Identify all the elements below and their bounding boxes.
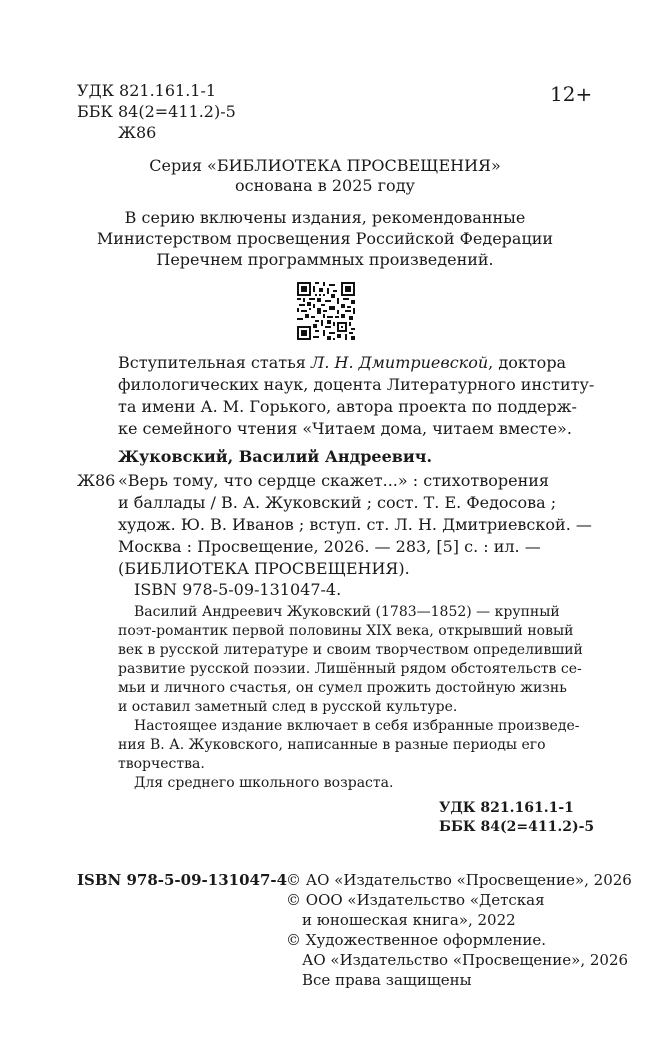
- annotation-p1-line-4: развитие русской поэзии. Лишённый рядом обстоятельств се-: [118, 661, 582, 677]
- udk-classification: УДК 821.161.1-1: [439, 800, 574, 816]
- series-line-1: Серия «БИБЛИОТЕКА ПРОСВЕЩЕНИЯ»: [149, 156, 501, 175]
- annotation-p1-line-1: Василий Андреевич Жуковский (1783—1852) — крупный: [134, 604, 560, 620]
- bbk-classification: ББК 84(2=411.2)-5: [439, 819, 595, 835]
- annotation-p1-line-6: и оставил заметный след в русской культуре.: [118, 699, 458, 715]
- age-rating: 12+: [550, 82, 593, 106]
- copyright-3-line-2: АО «Издательство «Просвещение», 2026: [302, 951, 629, 969]
- intro-line-1-end: , доктора: [488, 353, 567, 372]
- recommendation-line-3: Перечнем программных произведений.: [156, 250, 494, 269]
- annotation-p2-line-2: ния В. А. Жуковского, написанные в разные периоды его: [118, 737, 546, 753]
- bib-isbn: ISBN 978-5-09-131047-4.: [134, 580, 342, 599]
- annotation-p1-line-3: век в русской литературе и своим творчеством определивший: [118, 642, 583, 658]
- annotation-p3: Для среднего школьного возраста.: [134, 775, 394, 791]
- series-line-2: основана в 2025 году: [235, 176, 415, 195]
- recommendation-line-1: В серию включены издания, рекомендованные: [124, 208, 526, 227]
- intro-line-1-text: Вступительная статья: [118, 353, 311, 372]
- copyright-1: © АО «Издательство «Просвещение», 2026: [286, 871, 632, 889]
- bib-line-4: Москва : Просвещение, 2026. — 283, [5] с. : ил. —: [118, 537, 541, 556]
- intro-line-2: филологических наук, доцента Литературного институ-: [118, 375, 595, 394]
- copyright-3-line-1: © Художественное оформление.: [286, 931, 547, 949]
- recommendation-line-2: Министерством просвещения Российской Федерации: [96, 229, 554, 248]
- annotation-p1-line-2: поэт-романтик первой половины XIX века, открывший новый: [118, 623, 574, 639]
- copyright-3-line-3: Все права защищены: [302, 971, 472, 989]
- bib-line-2: и баллады / В. А. Жуковский ; сост. Т. Е. Федосова ;: [118, 493, 557, 512]
- footer-isbn: ISBN 978-5-09-131047-4: [77, 871, 288, 889]
- bbk-header: ББК 84(2=411.2)-5: [77, 102, 236, 121]
- intro-line-1: [118, 352, 566, 374]
- copyright-2-line-2: и юношеская книга», 2022: [302, 911, 516, 929]
- qr-code: [297, 282, 355, 340]
- annotation-p1-line-5: мьи и личного счастья, он сумел прожить достойную жизнь: [118, 680, 567, 696]
- intro-author-name: Л. Н. Дмитриевской: [310, 353, 489, 372]
- bib-line-5: (БИБЛИОТЕКА ПРОСВЕЩЕНИЯ).: [118, 559, 410, 578]
- intro-line-3: та имени А. М. Горького, автора проекта по поддерж-: [118, 397, 577, 416]
- annotation-p2-line-3: творчества.: [118, 756, 205, 772]
- annotation-p2-line-1: Настоящее издание включает в себя избранные произведе-: [134, 718, 580, 734]
- bib-line-3: худож. Ю. В. Иванов ; вступ. ст. Л. Н. Дмитриевской. —: [118, 515, 592, 534]
- intro-line-4: ке семейного чтения «Читаем дома, читаем вместе».: [118, 419, 572, 438]
- bib-author: Жуковский, Василий Андреевич.: [118, 447, 433, 466]
- bib-author-mark: Ж86: [77, 471, 116, 490]
- copyright-2-line-1: © ООО «Издательство «Детская: [286, 891, 545, 909]
- udk-header: УДК 821.161.1-1: [77, 81, 217, 100]
- author-mark-header: Ж86: [118, 123, 157, 142]
- bib-line-1: «Верь тому, что сердце скажет...» : стихотворения: [118, 471, 549, 490]
